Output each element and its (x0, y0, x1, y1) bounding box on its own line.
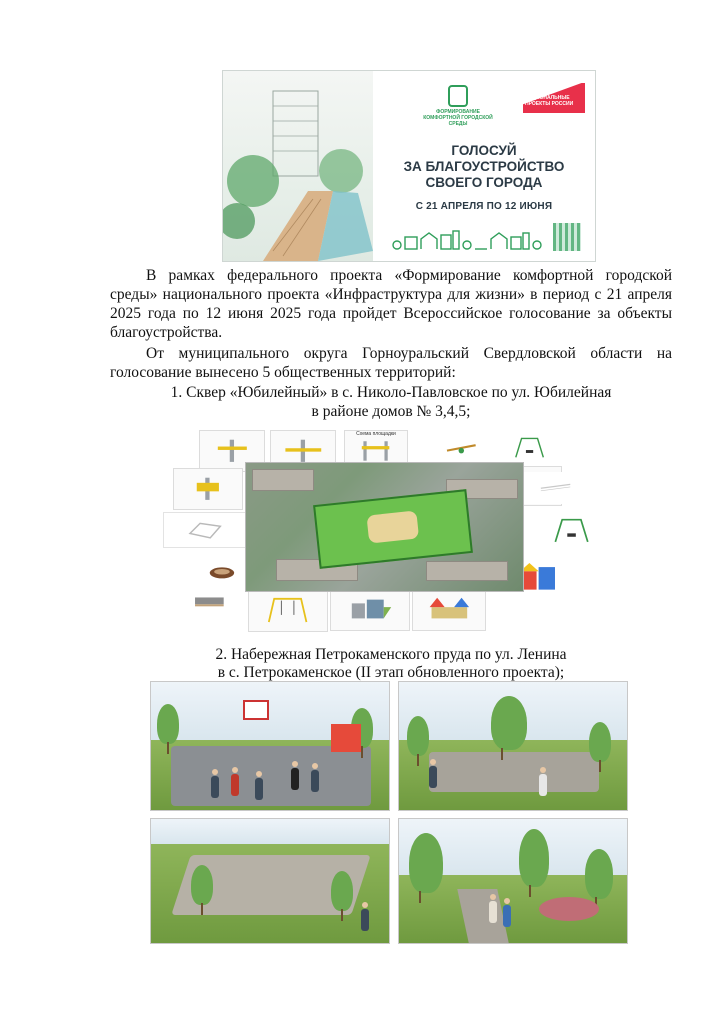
logo-left-text: ФОРМИРОВАНИЕ КОМФОРТНОЙ ГОРОДСКОЙ СРЕДЫ (423, 109, 493, 127)
banner-sketch-icon (223, 71, 373, 261)
comfortable-environment-logo (423, 85, 493, 125)
rendering-playground (398, 681, 628, 811)
item-2-line-2: в с. Петрокаменское (II этап обновленного проекта); (217, 664, 565, 681)
headline-line-2: ЗА БЛАГОУСТРОЙСТВО (403, 159, 565, 174)
qr-code-icon (553, 223, 581, 251)
equipment-icon (540, 510, 604, 552)
paragraph-1 (110, 266, 672, 342)
rendering-walkway (398, 818, 628, 944)
banner-headline (373, 143, 595, 191)
logo-mark-icon (448, 85, 468, 107)
aerial-plan-icon (245, 462, 524, 592)
equipment-icon (498, 430, 562, 466)
banner-dates: С 21 АПРЕЛЯ ПО 12 ИЮНЯ (415, 201, 553, 212)
equipment-icon (524, 472, 588, 504)
paragraph-2 (110, 344, 672, 382)
item-1-line-1: 1. Сквер «Юбилейный» в с. Николо-Павловское по ул. Юбилейная (170, 384, 612, 401)
equipment-icon (172, 585, 246, 619)
item-1-line-2: в районе домов № 3,4,5; (311, 403, 471, 420)
paragraph-2-text: От муниципального округа Горноуральский Свердловской области на голосование вынесено 5 общественных территорий: (110, 345, 672, 381)
scheme-label: Схема площадки (356, 431, 396, 437)
skyline-icon (391, 229, 551, 251)
equipment-icon (173, 468, 243, 510)
logo-right-text: НАЦИОНАЛЬНЫЕ ПРОЕКТЫ РОССИИ (525, 95, 574, 107)
rendering-aerial-embankment (150, 818, 390, 944)
equipment-icon (200, 558, 244, 586)
headline-line-3: СВОЕГО ГОРОДА (425, 175, 543, 190)
item-2-line-1: 2. Набережная Петрокаменского пруда по ул. Ленина (215, 646, 567, 663)
equipment-icon (428, 430, 494, 464)
vote-banner (222, 70, 596, 262)
headline-line-1: ГОЛОСУЙ (451, 143, 517, 158)
rendering-basketball-court (150, 681, 390, 811)
equipment-icon (248, 588, 328, 632)
national-projects-logo (523, 83, 585, 113)
paragraph-1-text: В рамках федерального проекта «Формирование комфортной городской среды» национального проекта «Инфраструктура для жизни» в период с 21 апреля 2025 года по 12 июня 2025 года пройдет Всероссийское голосование за объекты благоустройства. (110, 267, 672, 341)
equipment-icon (163, 512, 247, 548)
